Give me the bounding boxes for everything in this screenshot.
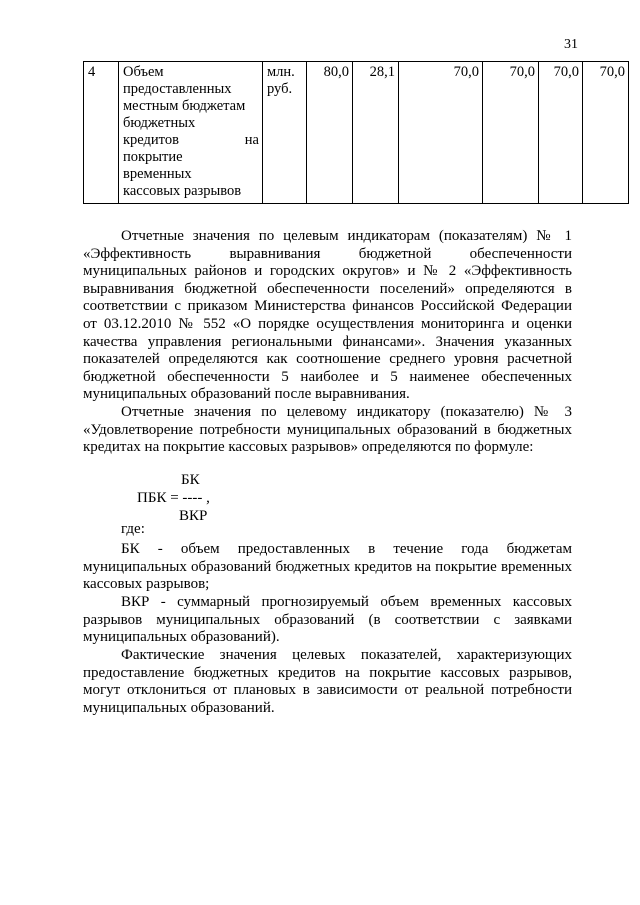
paragraph-indicator-3: Отчетные значения по целевому индикатору (показателю) № 3 «Удовлетворение потребности муниципальных образований в бюджетных кредитах на покрытие кассовых разрывов» определяются по формуле: — [83, 404, 572, 456]
value-cell: 80,0 — [307, 62, 353, 204]
indicator-name-cell — [119, 62, 263, 204]
name-line: предоставленных — [123, 81, 232, 97]
name-line: временных — [123, 166, 192, 182]
name-line: бюджетных — [123, 115, 196, 131]
name-line: кассовых разрывов — [123, 183, 242, 199]
name-line: покрытие — [123, 149, 183, 165]
indicators-table — [83, 61, 629, 204]
value-cell: 70,0 — [583, 62, 629, 204]
name-line: Объем — [123, 64, 164, 80]
value-cell: 28,1 — [353, 62, 399, 204]
name-line: кредитов на — [123, 132, 259, 148]
formula-numerator: БК — [181, 472, 200, 488]
table-row — [84, 62, 629, 204]
page-number: 31 — [564, 37, 578, 52]
where-label: где: — [121, 521, 145, 537]
value-cell: 70,0 — [483, 62, 539, 204]
unit-line: млн. — [267, 64, 295, 80]
paragraph-vkr-definition: ВКР - суммарный прогнозируемый объем временных кассовых разрывов муниципальных образований (в соответствии с заявками муниципальных образований). — [83, 594, 572, 646]
formula-lhs: ПБК = ---- , — [137, 490, 210, 506]
paragraph-indicators-1-2: Отчетные значения по целевым индикаторам (показателям) № 1 «Эффективность выравнивания бюджетной обеспеченности муниципальных районов и городских округов» и № 2 «Эффективность выравнивания бюджетной обеспеченности поселений» определяются в соответствии с приказом Министерства финансов Российской Федерации от 03.12.2010 № 552 «О порядке осуществления мониторинга и оценки качества управления региональными финансами». Значения указанных показателей определяются как соотношение среднего уровня расчетной бюджетной обеспеченности 5 наиболее и 5 наименее обеспеченных муниципальных образований после выравнивания. — [83, 228, 572, 403]
unit-cell — [263, 62, 307, 204]
paragraph-bk-definition: БК - объем предоставленных в течение года бюджетам муниципальных образований бюджетных кредитов на покрытие временных кассовых разрывов; — [83, 541, 572, 593]
formula-denominator: ВКР — [179, 508, 208, 524]
unit-line: руб. — [267, 81, 293, 97]
row-number-cell: 4 — [84, 62, 119, 204]
value-cell: 70,0 — [399, 62, 483, 204]
paragraph-actual-values: Фактические значения целевых показателей, характеризующих предоставление бюджетных кредитов на покрытие кассовых разрывов, могут отклониться от плановых в зависимости от реальной потребности муниципальных образований. — [83, 647, 572, 716]
name-line: местным бюджетам — [123, 98, 246, 114]
value-cell: 70,0 — [539, 62, 583, 204]
